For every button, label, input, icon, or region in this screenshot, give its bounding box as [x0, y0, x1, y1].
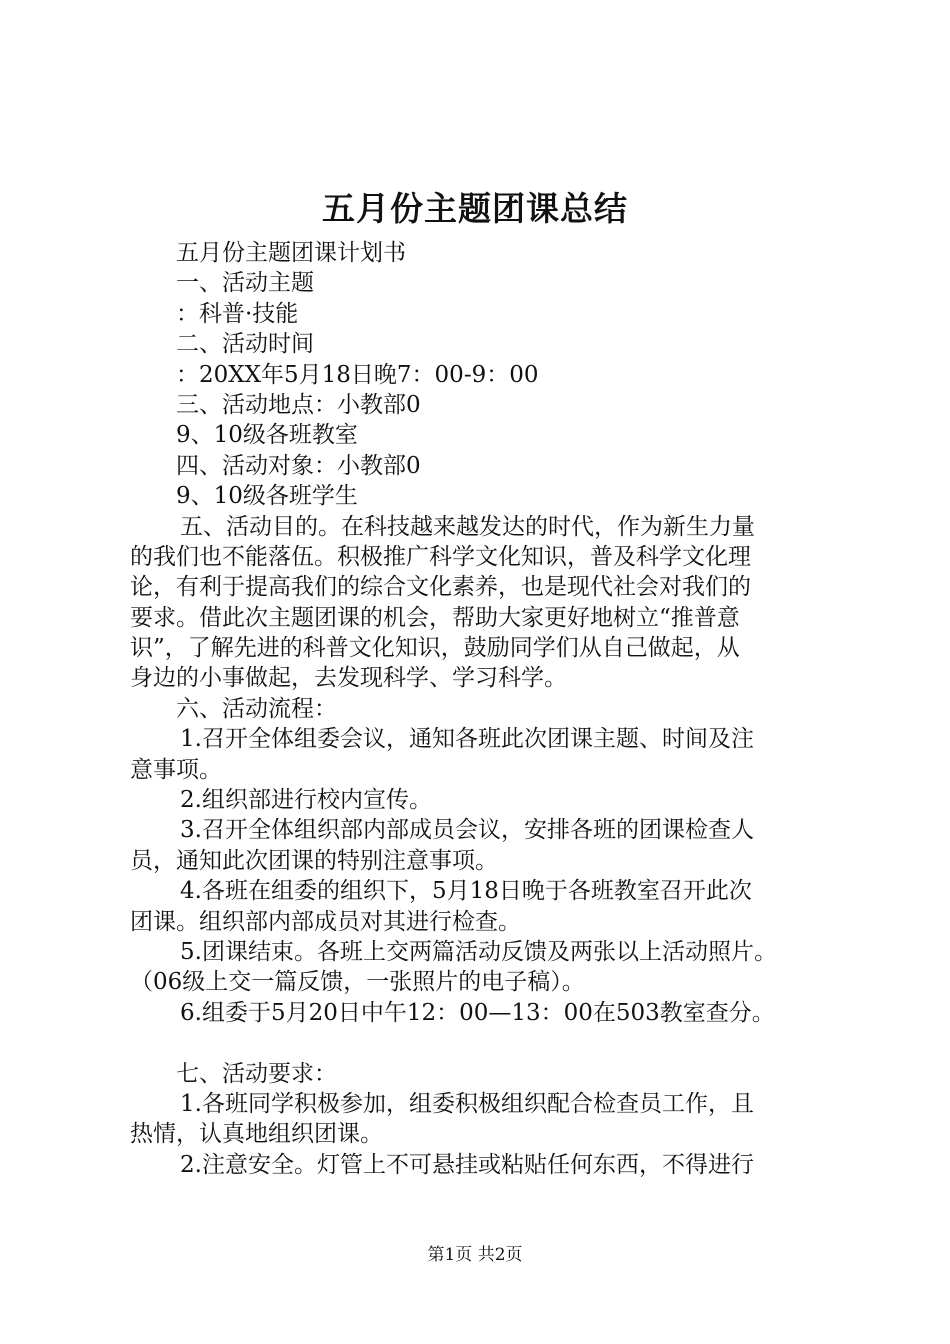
- paragraph-line: 5.团课结束。各班上交两篇活动反馈及两张以上活动照片。: [180, 938, 777, 965]
- paragraph-line: 9、10级各班学生: [176, 483, 358, 510]
- paragraph-line: 二、活动时间: [176, 331, 314, 358]
- paragraph-line: 五、活动目的。在科技越来越发达的时代，作为新生力量: [180, 513, 755, 540]
- paragraph-line: 团课。组织部内部成员对其进行检查。: [130, 908, 521, 935]
- blank-line: [130, 1028, 830, 1058]
- paragraph-line: 1.召开全体组委会议，通知各班此次团课主题、时间及注: [180, 726, 754, 753]
- document-title: 五月份主题团课总结: [322, 189, 628, 228]
- paragraph-line: 识”，了解先进的科普文化知识，鼓励同学们从自己做起，从: [130, 635, 740, 662]
- paragraph-line: 3.召开全体组织部内部成员会议，安排各班的团课检查人: [180, 817, 754, 844]
- paragraph-line: 2.组织部进行校内宣传。: [180, 787, 432, 814]
- paragraph-line: 要求。借此次主题团课的机会，帮助大家更好地树立“推普意: [130, 604, 740, 631]
- paragraph-line: 2.注意安全。灯管上不可悬挂或粘贴任何东西，不得进行: [180, 1151, 754, 1178]
- paragraph-line: 六、活动流程：: [176, 695, 337, 722]
- paragraph-line: 四、活动对象：小教部0: [176, 452, 421, 479]
- paragraph-line: 6.组委于5月20日中午12：00—13：00在503教室查分。: [180, 999, 775, 1026]
- paragraph-line: 1.各班同学积极参加，组委积极组织配合检查员工作，且: [180, 1090, 754, 1117]
- page-footer: 第1页 共2页: [427, 1245, 523, 1265]
- paragraph-line: （06级上交一篇反馈，一张照片的电子稿）。: [130, 969, 585, 996]
- paragraph-line: 七、活动要求：: [176, 1060, 337, 1087]
- paragraph-line: 论，有利于提高我们的综合文化素养，也是现代社会对我们的: [130, 574, 751, 601]
- document-body: [130, 238, 830, 1180]
- paragraph-line: 五月份主题团课计划书: [176, 240, 406, 266]
- paragraph-line: 4.各班在组委的组织下，5月18日晚于各班教室召开此次: [180, 878, 752, 905]
- paragraph-line: 意事项。: [130, 756, 222, 783]
- paragraph-line: 9、10级各班教室: [176, 422, 358, 449]
- paragraph-line: 一、活动主题: [176, 270, 314, 297]
- paragraph-line: 身边的小事做起，去发现科学、学习科学。: [130, 665, 567, 692]
- paragraph-line: ：科普·技能: [176, 300, 299, 327]
- paragraph-line: 热情，认真地组织团课。: [130, 1121, 383, 1148]
- paragraph-line: 的我们也不能落伍。积极推广科学文化知识，普及科学文化理: [130, 543, 751, 570]
- paragraph-line: 三、活动地点：小教部0: [176, 391, 421, 418]
- paragraph-line: ：20XX年5月18日晚7：00-9：00: [176, 361, 539, 388]
- paragraph-line: 员，通知此次团课的特别注意事项。: [130, 847, 498, 874]
